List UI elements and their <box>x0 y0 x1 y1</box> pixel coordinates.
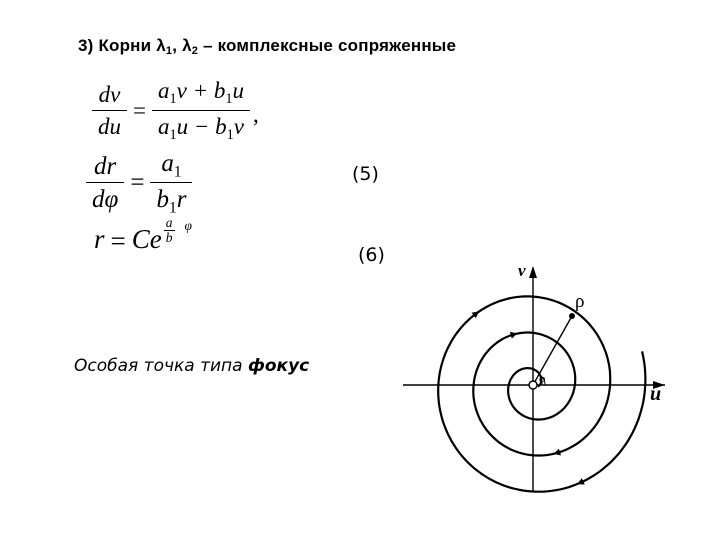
eq1-rd-a: a <box>157 113 170 139</box>
heading-mid: , λ <box>172 36 192 55</box>
eq2-rd-sub: 1 <box>168 199 177 217</box>
eq2-rd-end: r <box>176 186 187 214</box>
trajectory-arrows <box>474 313 585 482</box>
radius-endpoint <box>569 313 575 319</box>
eq3-exp-den: b <box>165 230 173 246</box>
eq1-rd-a-sub: 1 <box>169 126 177 143</box>
eq1-rd-mid: u − b <box>176 113 227 139</box>
heading-prefix: 3) Корни λ <box>78 36 166 55</box>
eq2-lhs-num: dr <box>86 153 124 184</box>
v-axis-arrowhead <box>529 266 537 278</box>
eq2-lhs-den: dφ <box>92 186 119 214</box>
eq1-rd-end: v <box>233 113 244 139</box>
eq3-exp-var: φ <box>184 218 192 233</box>
phi-label: φ <box>539 373 546 385</box>
rho-label: ρ <box>575 291 585 312</box>
eq2-equals: = <box>130 169 145 197</box>
spiral-trajectory <box>438 296 645 491</box>
origin-point <box>529 381 537 389</box>
equation-number-5: (5) <box>352 163 379 185</box>
eq1-equals: = <box>133 97 146 123</box>
eq1-rd-b-sub: 1 <box>226 126 234 143</box>
eq1-lhs-num: dv <box>92 82 127 110</box>
eq1-rn-end: u <box>232 78 244 103</box>
eq3-rhs: Ce <box>131 224 162 254</box>
eq2-rd-b: b <box>156 186 169 214</box>
eq1-rn-mid: v + b <box>176 78 226 103</box>
eq3-equals: = <box>110 226 126 257</box>
eq1-rn-b-sub: 1 <box>225 90 233 107</box>
equation-number-6: (6) <box>358 244 385 266</box>
eq2-rn-a: a <box>161 150 174 177</box>
eq1-comma: , <box>252 101 259 127</box>
caption-text: Особая точка типа <box>74 356 248 376</box>
eq1-lhs-den: du <box>98 113 121 139</box>
heading-sub1: 1 <box>165 45 173 57</box>
eq3-exp-num: a <box>165 215 173 230</box>
v-axis-label: v <box>518 261 526 280</box>
eq1-rn-a: a <box>157 78 170 103</box>
heading-suffix: – комплексные сопряженные <box>198 36 457 55</box>
eq1-rn-a-sub: 1 <box>169 90 177 107</box>
u-axis-label: u <box>650 383 662 405</box>
heading-sub2: 2 <box>191 45 199 57</box>
eq2-rn-sub: 1 <box>173 163 182 181</box>
eq3-lhs: r <box>94 224 105 254</box>
direction-arrow <box>512 334 514 335</box>
caption-bold: фокус <box>247 356 310 376</box>
